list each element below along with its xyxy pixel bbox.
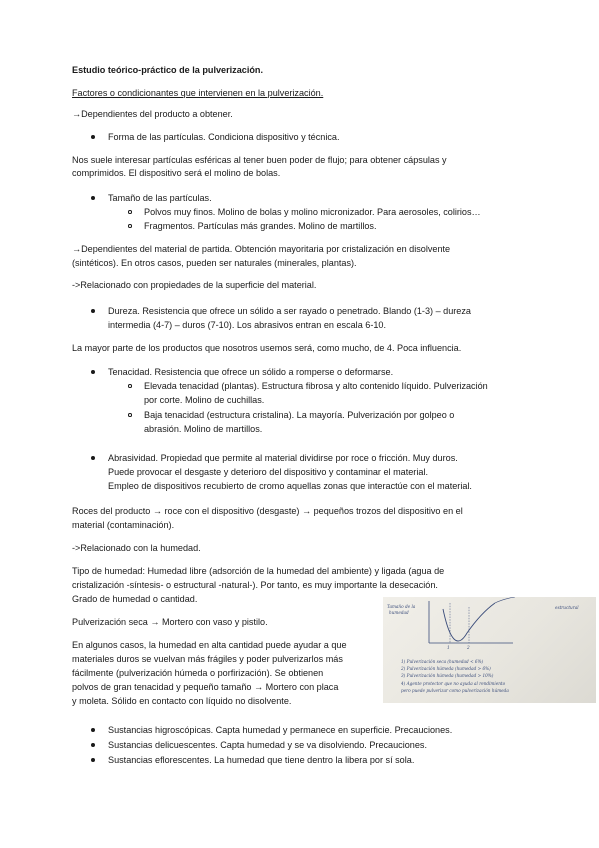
bullet-tenacidad: Tenacidad. Resistencia que ofrece un sólido a romperse o deformarse. (108, 367, 394, 377)
sketch-curve-label: estructural (555, 605, 579, 610)
bullet-marker (91, 309, 95, 313)
sketch-y-label: Tamaño de la (387, 604, 416, 609)
bullet-delicuescentes: Sustancias delicuescentes. Capta humedad y se va disolviendo. Precauciones. (108, 740, 427, 750)
bullet-marker (91, 456, 95, 460)
handwritten-sketch (383, 597, 596, 703)
sketch-note: 1) Pulverización seca (humedad < 6%) (401, 659, 484, 664)
sketch-note: 2) Pulverización húmeda (humedad > 6%) (401, 666, 491, 671)
bullet-eflorescentes: Sustancias eflorescentes. La humedad que tiene dentro la libera por sí sola. (108, 755, 415, 765)
bullet-higroscopicas: Sustancias higroscópicas. Capta humedad y permanece en superficie. Precauciones. (108, 725, 453, 735)
section-heading-producto: →Dependientes del producto a obtener. (72, 109, 233, 119)
paragraph-line: →Dependientes del material de partida. Obtención mayoritaria por cristalización en disolvente (72, 244, 451, 254)
paragraph-line: polvos de gran tenacidad y pequeño tamaño → Mortero con placa (72, 682, 339, 692)
handwritten-notes-photo (383, 597, 596, 703)
paragraph-line: En algunos casos, la humedad en alta cantidad puede ayudar a que (72, 640, 347, 650)
paragraph-line: cristalización -síntesis- o estructural -natural-). Por tanto, es muy importante la desecación. (72, 580, 438, 590)
section-heading-superficie: ->Relacionado con propiedades de la superficie del material. (72, 280, 317, 290)
bullet-dureza-cont: intermedia (4-7) – duros (7-10). Los abrasivos entran en escala 6-10. (108, 320, 387, 330)
bullet-tamano: Tamaño de las partículas. (108, 193, 212, 203)
bullet-forma: Forma de las partículas. Condiciona dispositivo y técnica. (108, 132, 340, 142)
sub-bullet-polvos: Polvos muy finos. Molino de bolas y molino micronizador. Para aerosoles, colirios… (144, 207, 481, 217)
sub-bullet-marker (128, 413, 132, 417)
bullet-abrasividad-cont: Puede provocar el desgaste y deterioro del dispositivo y contaminar el material. (108, 467, 428, 477)
sketch-y-label: humedad (389, 610, 409, 615)
sub-bullet-baja: Baja tenacidad (estructura cristalina). La mayoría. Pulverización por golpeo o (144, 410, 455, 420)
paragraph-line: materiales duros se vuelvan más frágiles y poder pulverizarlos más (72, 654, 343, 664)
bullet-marker (91, 196, 95, 200)
sub-bullet-marker (128, 210, 132, 214)
sketch-x-tick: 2 (467, 645, 470, 650)
paragraph-line: fácilmente (pulverización húmeda o porfirización). Se obtienen (72, 668, 324, 678)
paragraph-line: comprimidos. El dispositivo será el molino de bolas. (72, 168, 281, 178)
paragraph-line: Pulverización seca → Mortero con vaso y pistilo. (72, 617, 268, 627)
sub-bullet-elevada: Elevada tenacidad (plantas). Estructura fibrosa y alto contenido líquido. Pulverización (144, 381, 488, 391)
paragraph-line: Roces del producto → roce con el dispositivo (desgaste) → pequeños trozos del dispositivo en el (72, 506, 463, 516)
sketch-curve-tail (495, 597, 515, 603)
sketch-note: 3) Pulverización húmeda (humedad > 10%) (401, 673, 494, 678)
paragraph-line: (sintéticos). En otros casos, pueden ser naturales (minerales, plantas). (72, 258, 357, 268)
bullet-dureza: Dureza. Resistencia que ofrece un sólido a ser rayado o penetrado. Blando (1-3) – dureza (108, 306, 471, 316)
sub-bullet-elevada-cont: por corte. Molino de cuchillas. (144, 395, 265, 405)
paragraph-line: Nos suele interesar partículas esféricas al tener buen poder de flujo; para obtener cápsulas y (72, 155, 447, 165)
sketch-note: pero puede pulverizar como pulverización húmeda (401, 688, 509, 693)
sub-bullet-marker (128, 384, 132, 388)
paragraph-line: Tipo de humedad: Humedad libre (adsorción de la humedad del ambiente) y ligada (agua de (72, 566, 445, 576)
paragraph-line: material (contaminación). (72, 520, 175, 530)
paragraph-line: Grado de humedad o cantidad. (72, 594, 198, 604)
sketch-x-tick: 1 (447, 645, 450, 650)
section-subtitle: Factores o condicionantes que intervienen en la pulverización. (72, 88, 324, 98)
section-heading-humedad: ->Relacionado con la humedad. (72, 543, 201, 553)
page-title: Estudio teórico-práctico de la pulverización. (72, 65, 264, 75)
bullet-marker (91, 135, 95, 139)
sub-bullet-marker (128, 224, 132, 228)
bullet-marker (91, 728, 95, 732)
bullet-abrasividad: Abrasividad. Propiedad que permite al material dividirse por roce o fricción. Muy duros. (108, 453, 458, 463)
paragraph-line: La mayor parte de los productos que nosotros usemos será, como mucho, de 4. Poca influencia. (72, 343, 462, 353)
sub-bullet-fragmentos: Fragmentos. Partículas más grandes. Molino de martillos. (144, 221, 377, 231)
bullet-marker (91, 758, 95, 762)
sketch-note: 4) Agente protector que no ayuda al rendimiento (401, 681, 506, 686)
bullet-marker (91, 743, 95, 747)
bullet-abrasividad-cont: Empleo de dispositivos recubierto de cromo aquellas zonas que interactúe con el material. (108, 481, 472, 491)
bullet-marker (91, 370, 95, 374)
sub-bullet-baja-cont: abrasión. Molino de martillos. (144, 424, 263, 434)
paragraph-line: y moleta. Sólido en contacto con líquido no disolvente. (72, 696, 292, 706)
